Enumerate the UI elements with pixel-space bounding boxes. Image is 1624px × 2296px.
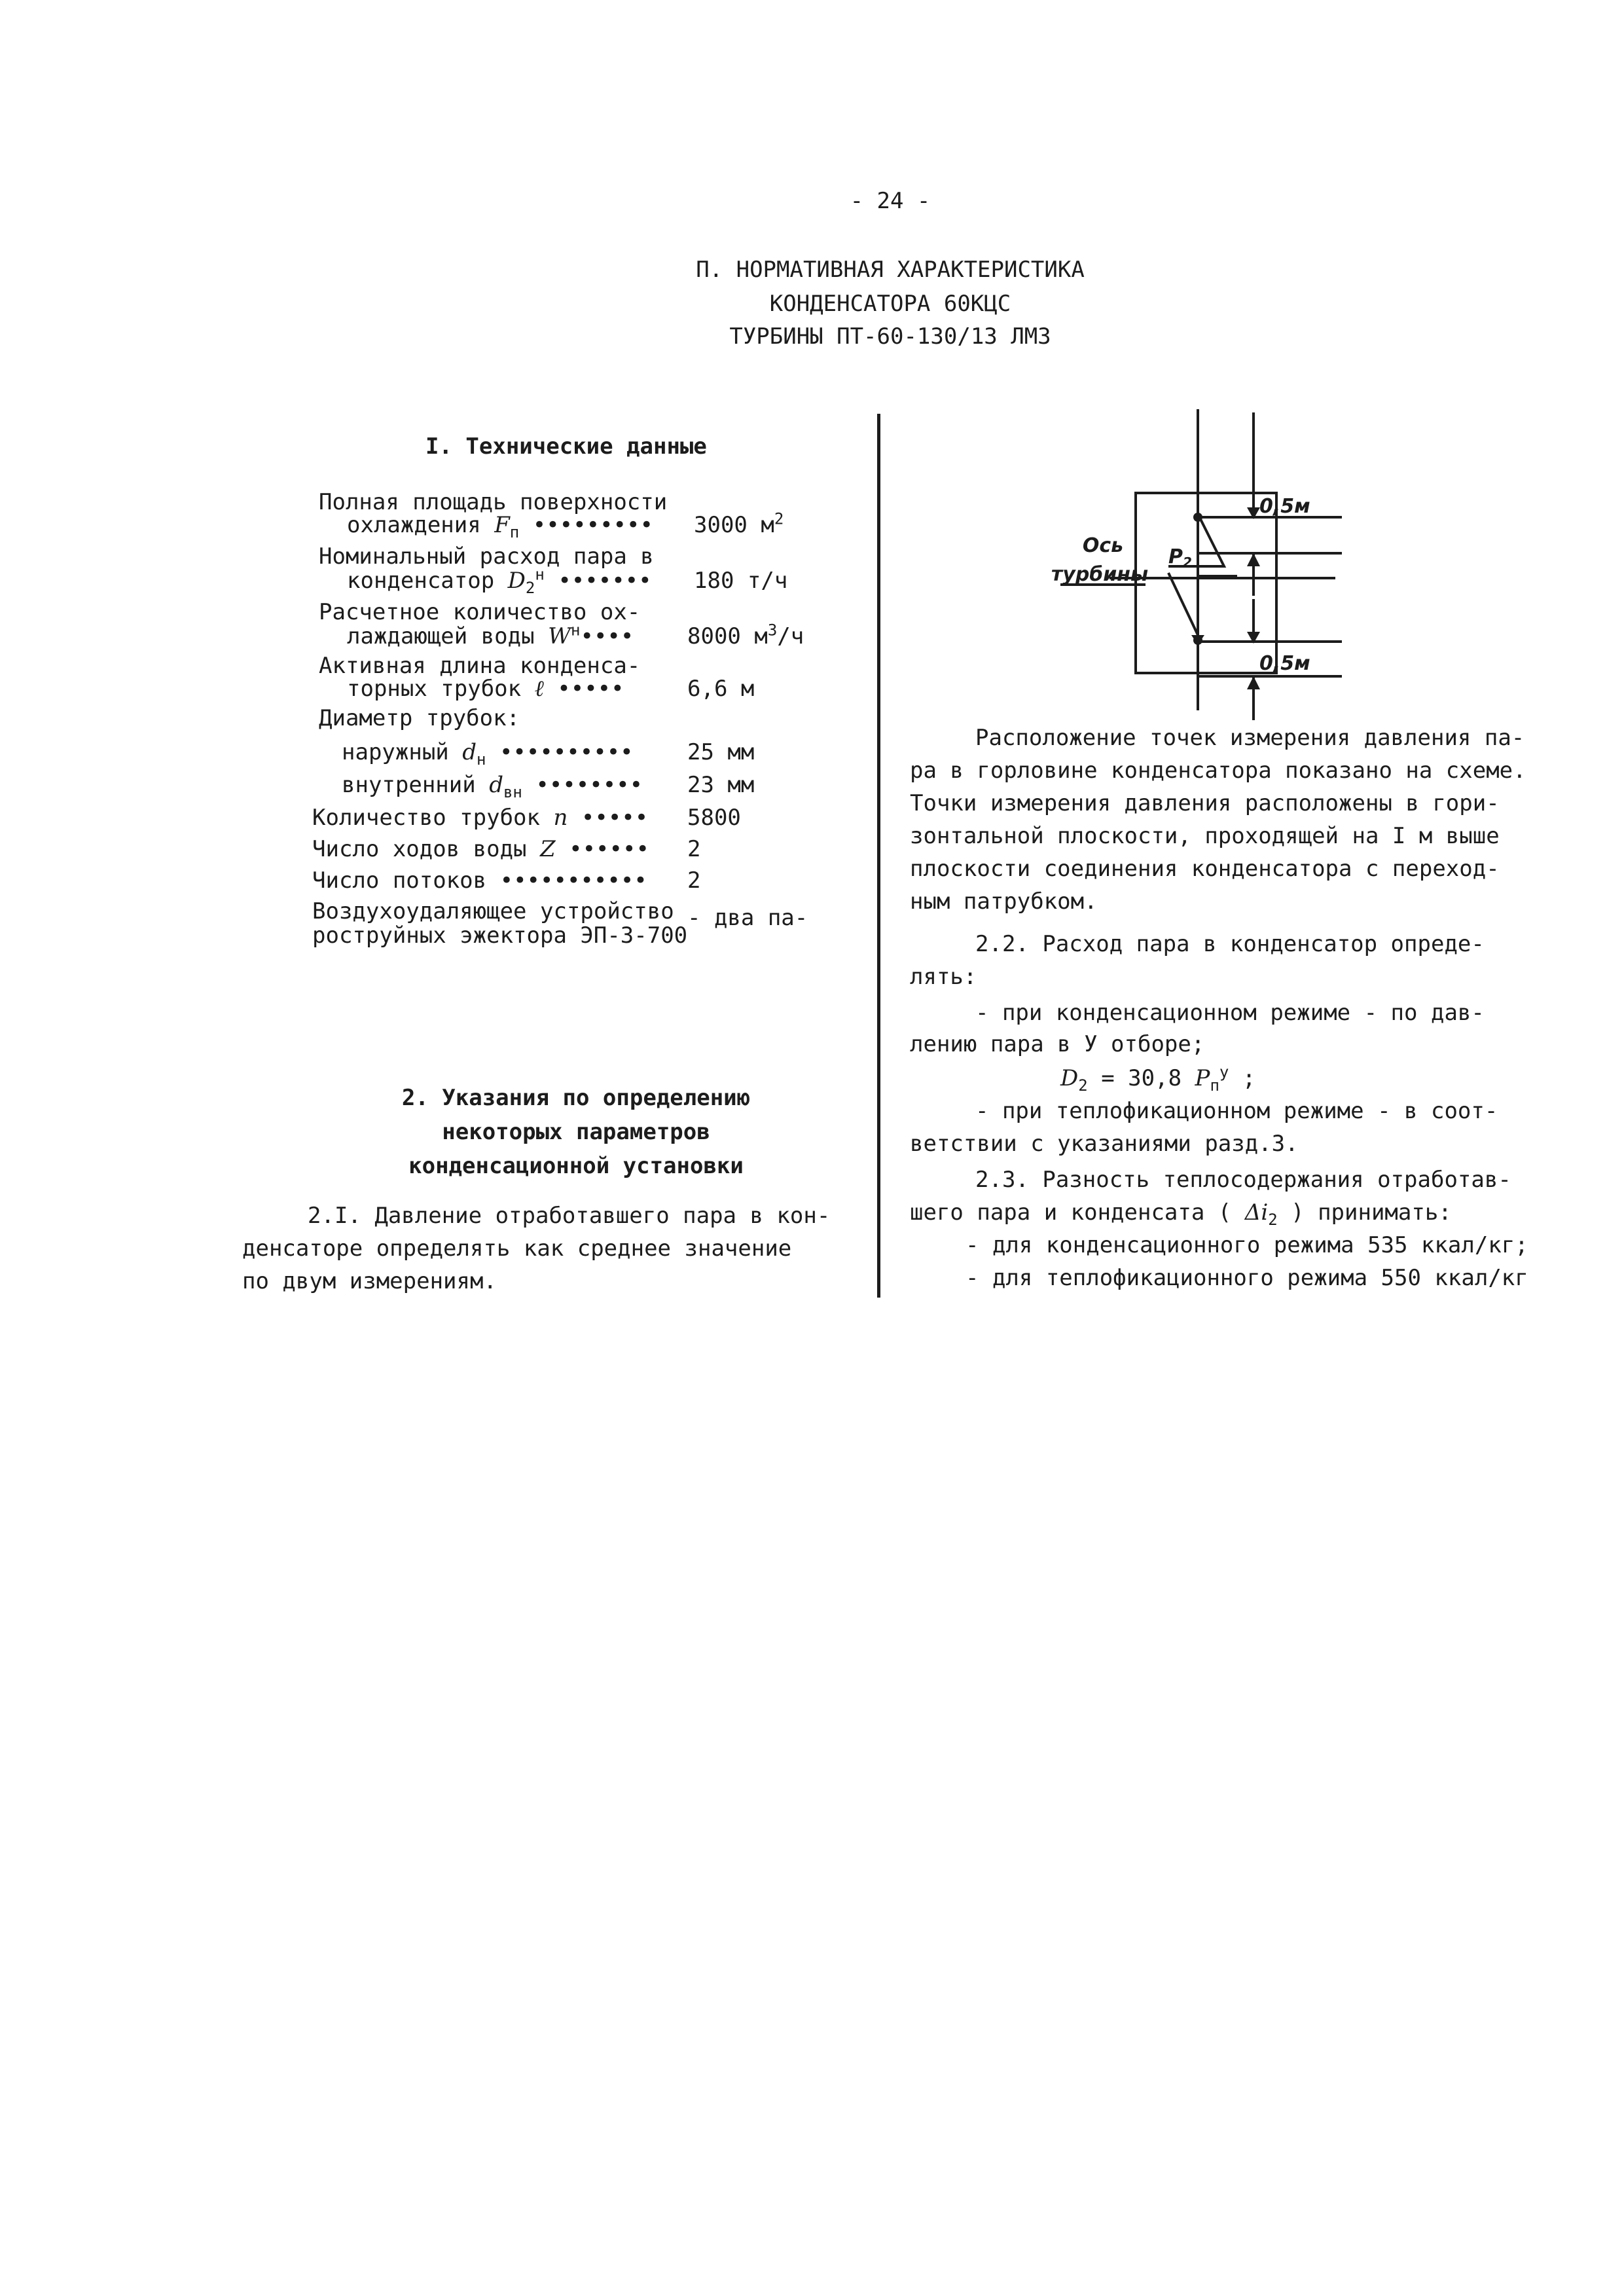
row-flow-line2: конденсатор $D_2^н$ ••••••• — [347, 565, 652, 597]
row-flow-line1: Номинальный расход пара в — [319, 543, 654, 570]
section-2-heading-1: 2. Указания по определению — [401, 1085, 751, 1111]
row-area-line1: Полная площадь поверхности — [319, 489, 668, 515]
diameter-outer-value: 25 мм — [687, 739, 755, 765]
measurement-scheme — [1021, 409, 1362, 723]
flows-count: Число потоков ••••••••••• — [312, 867, 647, 894]
pressure-arrow-lower — [1168, 573, 1198, 635]
row-water-line1: Расчетное количество ох- — [319, 599, 641, 625]
para-2-2b-line2: ветствии с указаниями разд.3. — [910, 1131, 1299, 1157]
air-removal-line2: роструйных эжектора ЭП-3-700 — [312, 922, 688, 949]
section-2-heading-2: некоторых параметров — [442, 1119, 710, 1145]
para-2-3-line2: шего пара и конденсата ( $\Delta i_2$ ) принимать: — [910, 1199, 1452, 1229]
para-2-2-line1: 2.2. Расход пара в конденсатор опреде- — [975, 931, 1485, 957]
row-water-value: 8000 $м^3/ч$ — [687, 621, 804, 649]
right-para1-line4: зонтальной плоскости, проходящей на I м выше — [910, 823, 1500, 849]
right-para1-line1: Расположение точек измерения давления па- — [975, 725, 1525, 751]
para-2-2b-line1: - при теплофикационном режиме - в соот- — [975, 1098, 1498, 1124]
section-1-heading: I. Технические данные — [425, 433, 707, 460]
para-2-1-line3: по двум измерениям. — [242, 1268, 497, 1294]
para-2-3-line1: 2.3. Разность теплосодержания отработав- — [975, 1167, 1511, 1193]
arrowhead-bottom-2 — [1247, 676, 1260, 689]
row-length-line1: Активная длина конденса- — [319, 653, 641, 679]
p-label: $P_2$ — [1168, 545, 1192, 570]
air-removal-value: - два па- — [687, 905, 808, 931]
measurement-point-upper — [1193, 513, 1202, 522]
row-length-line2: торных трубок ℓ ••••• — [347, 676, 624, 702]
row-area-line2: охлаждения $F_п$ ••••••••• — [347, 512, 653, 541]
para-2-2-line4: лению пара в У отборе; — [910, 1031, 1205, 1057]
para-2-1-line2: денсаторе определять как среднее значение — [242, 1235, 792, 1262]
water-passes: Число ходов воды Z •••••• — [312, 836, 649, 862]
right-para1-line2: ра в горловине конденсатора показано на схеме. — [910, 757, 1526, 784]
title-line-2: КОНДЕНСАТОРА 60КЦС — [769, 291, 1011, 317]
diameter-inner-value: 23 мм — [687, 772, 755, 798]
condenser-outline — [1136, 493, 1276, 673]
arrowhead-pressure — [1191, 635, 1204, 645]
page-number: - 24 - — [850, 188, 931, 214]
tubes-count-value: 5800 — [687, 805, 741, 831]
row-flow-value: 180 т/ч — [694, 568, 788, 594]
para-2-2-line3: - при конденсационном режиме - по дав- — [975, 1000, 1485, 1026]
formula-d2: $D_2 = 30,8$ $P_п^у$ ; — [1060, 1063, 1256, 1095]
dim-label-bottom: 0,5м — [1259, 652, 1310, 675]
title-line-1: П. НОРМАТИВНАЯ ХАРАКТЕРИСТИКА — [696, 257, 1085, 283]
diameter-outer: наружный $d_н$ •••••••••• — [342, 739, 634, 769]
row-area-value: 3000 $м^2$ — [694, 509, 784, 538]
flows-count-value: 2 — [687, 867, 701, 894]
diameter-inner: внутренний $d_{вн}$ •••••••• — [342, 772, 643, 801]
air-removal-line1: Воздухоудаляющее устройство — [312, 898, 674, 924]
para-2-3-line4: - для теплофикационного режима 550 ккал/кг — [965, 1265, 1528, 1291]
right-para1-line3: Точки измерения давления расположены в гори- — [910, 790, 1500, 816]
right-para1-line6: ным патрубком. — [910, 888, 1098, 915]
para-2-1-line1: 2.I. Давление отработавшего пара в кон- — [308, 1203, 831, 1229]
axis-label-1: Ось — [1082, 534, 1124, 557]
arrowhead-top-2 — [1247, 553, 1260, 566]
diameter-label: Диаметр трубок: — [319, 705, 520, 731]
water-passes-value: 2 — [687, 836, 701, 862]
title-line-3: ТУРБИНЫ ПТ-60-130/13 ЛМЗ — [729, 323, 1051, 350]
column-divider — [877, 414, 880, 1298]
para-2-2-line2: лять: — [910, 964, 977, 990]
right-para1-line5: плоскости соединения конденсатора с переход- — [910, 856, 1500, 882]
dim-label-top: 0,5м — [1259, 495, 1310, 518]
axis-label-2: турбины — [1051, 563, 1149, 586]
para-2-3-line3: - для конденсационного режима 535 ккал/кг; — [965, 1232, 1528, 1258]
tubes-count: Количество трубок n ••••• — [312, 805, 649, 831]
row-water-line2: лаждающей воды $W^н••••$ — [347, 621, 634, 649]
section-2-heading-3: конденсационной установки — [408, 1153, 744, 1179]
row-length-value: 6,6 м — [687, 676, 755, 702]
